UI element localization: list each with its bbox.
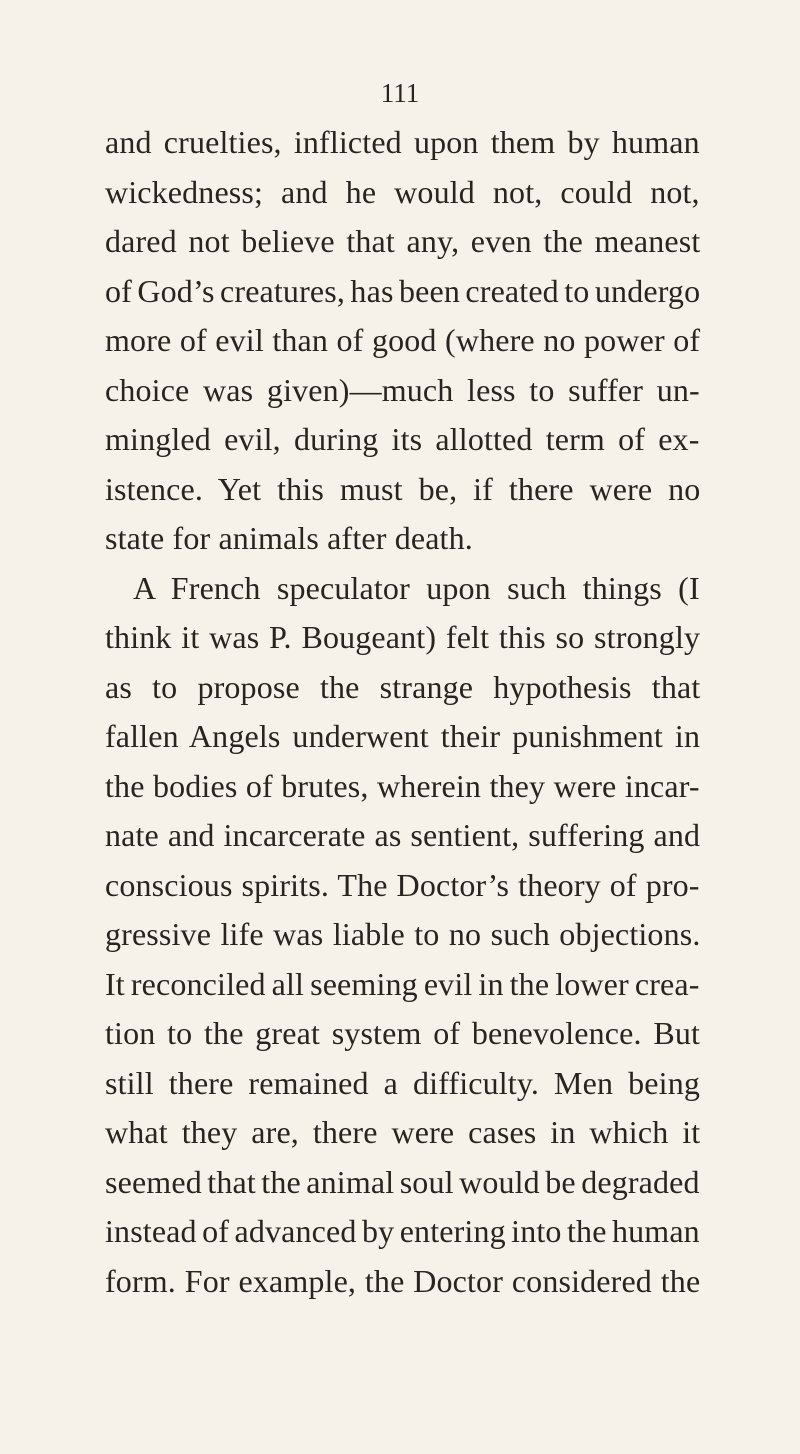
- text-line: as to propose the strange hypothesis that: [105, 668, 701, 705]
- text-line: and cruelties, inflicted upon them by human: [105, 124, 700, 160]
- text-line: instead of advanced by entering into the human: [105, 1213, 700, 1249]
- text-line: A French speculator upon such things (I: [133, 569, 700, 606]
- text-line: dared not believe that any, even the meanest: [105, 223, 701, 259]
- text-line: more of evil than of good (where no power of: [105, 322, 701, 358]
- text-line: still there remained a difficulty. Men being: [105, 1064, 700, 1101]
- text-line: form. For example, the Doctor considered the: [105, 1262, 701, 1299]
- text-line: It reconciled all seeming evil in the lower crea-: [105, 965, 700, 1002]
- text-line: state for animals after death.: [105, 520, 473, 556]
- text-line: of God’s creatures, has been created to undergo: [105, 272, 701, 309]
- text-line: fallen Angels underwent their punishment in: [105, 718, 701, 754]
- text-line: conscious spirits. The Doctor’s theory of pro-: [105, 866, 700, 903]
- text-line: what they are, there were cases in which it: [105, 1114, 701, 1150]
- text-line: mingled evil, during its allotted term of ex-: [105, 421, 700, 457]
- page-number: 111: [380, 78, 420, 108]
- text-line: tion to the great system of benevolence. But: [105, 1015, 701, 1051]
- text-line: choice was given)—much less to suffer un-: [105, 371, 700, 408]
- text-line: wickedness; and he would not, could not,: [105, 173, 700, 210]
- text-line: the bodies of brutes, wherein they were incar-: [105, 767, 700, 804]
- text-line: think it was P. Bougeant) felt this so strongly: [105, 619, 701, 655]
- text-line: nate and incarcerate as sentient, suffering and: [105, 817, 701, 853]
- text-line: gressive life was liable to no such objections.: [105, 916, 701, 952]
- text-line: seemed that the animal soul would be degraded: [105, 1163, 700, 1200]
- text-line: istence. Yet this must be, if there were no: [105, 470, 701, 507]
